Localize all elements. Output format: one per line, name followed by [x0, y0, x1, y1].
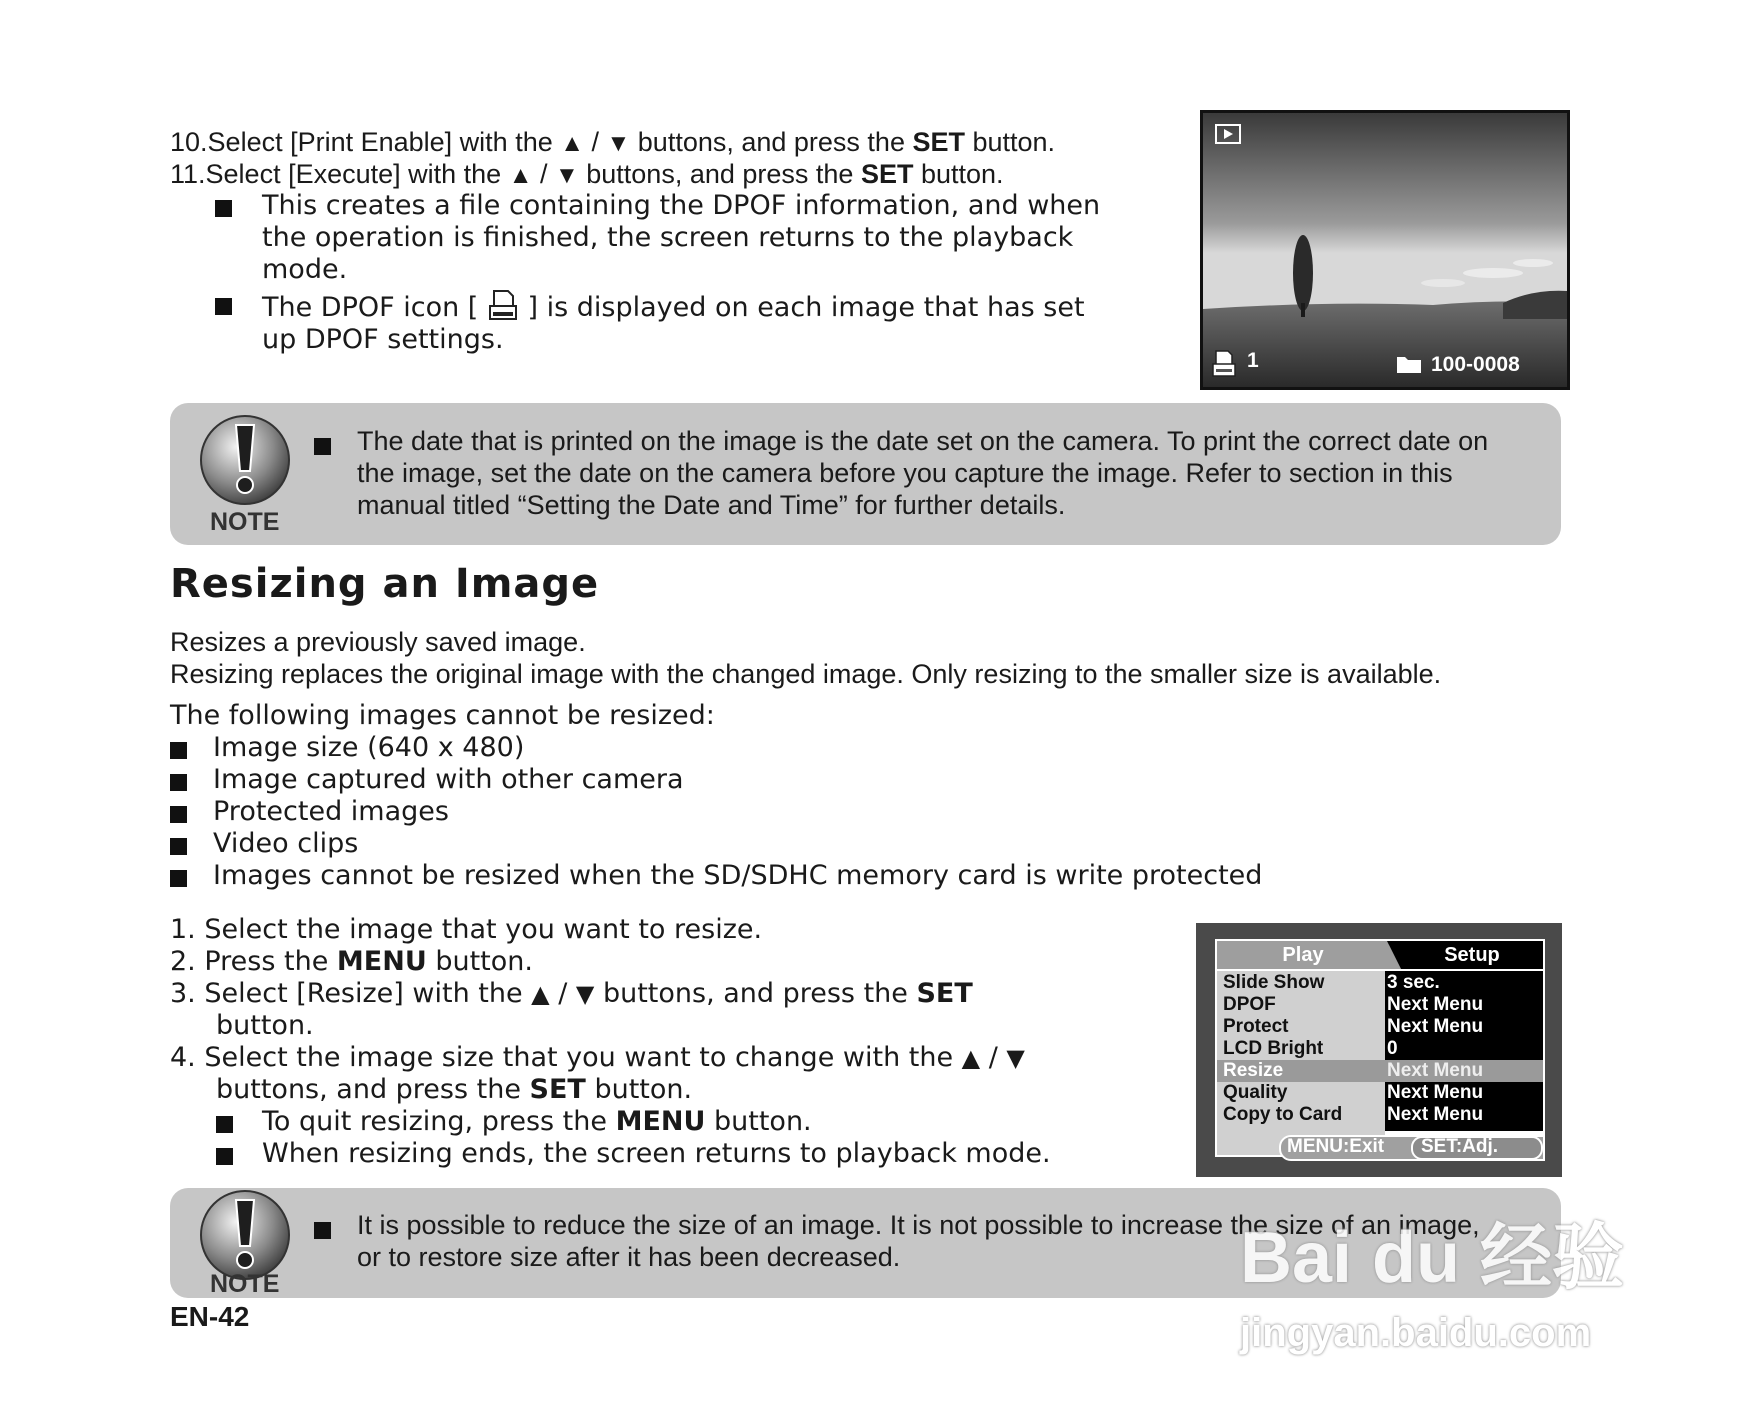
- step-4-sub-1: To quit resizing, press the MENU button.: [262, 1106, 812, 1137]
- bullet-icon: [216, 1148, 233, 1165]
- menu-item-dpof[interactable]: DPOF Next Menu: [1223, 994, 1484, 1015]
- bullet-icon: [216, 1116, 233, 1133]
- bullet-icon: [314, 1222, 331, 1239]
- tab-setup[interactable]: Setup: [1401, 941, 1543, 969]
- down-arrow-icon: ▼: [606, 130, 631, 157]
- intro-line-2: Resizing replaces the original image with the changed image. Only resizing to the smaller size is available.: [170, 659, 1442, 689]
- step-1: 1. Select the image that you want to resize.: [170, 914, 763, 945]
- menu-panel: [1215, 939, 1545, 1157]
- intro-line-1: Resizes a previously saved image.: [170, 627, 586, 657]
- bullet-icon: [314, 438, 331, 455]
- dpof-bullet-2-line-2: up DPOF settings.: [262, 324, 504, 355]
- cannot-item: Images cannot be resized when the SD/SDHC memory card is write protected: [213, 860, 1263, 891]
- bullet-icon: [170, 742, 187, 759]
- step-3: 3. Select [Resize] with the ▲ / ▼ buttons, and press the SET: [170, 978, 973, 1009]
- dpof-osd-icon: [1211, 349, 1237, 383]
- menu-item-resize-selected[interactable]: Resize Next Menu: [1217, 1060, 1543, 1082]
- page-number: EN-42: [170, 1301, 250, 1332]
- playback-preview-image: [1200, 110, 1570, 390]
- down-arrow-icon: ▼: [554, 162, 579, 189]
- file-number: 100-0008: [1431, 353, 1520, 376]
- note-label: NOTE: [210, 508, 280, 536]
- tab-play[interactable]: Play: [1217, 941, 1389, 969]
- step-4-cont: buttons, and press the SET button.: [216, 1074, 693, 1105]
- dpof-bullet-1-line-3: mode.: [262, 254, 348, 285]
- watermark-brand: Bai du 经验: [1240, 1218, 1625, 1298]
- note-1-line-1: The date that is printed on the image is the date set on the camera. To print the correct date on: [357, 426, 1489, 456]
- camera-menu-screen: [1196, 923, 1562, 1177]
- note-2-line-2: or to restore size after it has been decreased.: [357, 1242, 901, 1272]
- watermark-url: jingyan.baidu.com: [1240, 1311, 1592, 1355]
- playback-mode-icon: [1215, 124, 1241, 148]
- step-number: 10.: [170, 127, 208, 157]
- up-arrow-icon: ▲: [560, 130, 584, 157]
- step-2: 2. Press the MENU button.: [170, 946, 533, 977]
- menu-exit-hint: MENU:Exit: [1287, 1136, 1385, 1157]
- note-1-line-2: the image, set the date on the camera before you capture the image. Refer to section in this: [357, 458, 1453, 488]
- cannot-item: Protected images: [213, 796, 449, 827]
- menu-set-hint: SET:Adj.: [1421, 1136, 1499, 1157]
- step-3-cont: button.: [216, 1010, 314, 1041]
- dpof-bullet-2-line-1: The DPOF icon [ ] is displayed on each image that has set: [262, 288, 1085, 330]
- down-arrow-icon: ▼: [575, 980, 595, 1008]
- step-number: 11.: [170, 159, 206, 189]
- bullet-icon: [170, 774, 187, 791]
- bullet-icon: [170, 870, 187, 887]
- note-warning-icon: [198, 413, 292, 511]
- note-label: NOTE: [210, 1270, 280, 1298]
- menu-item-protect[interactable]: Protect Next Menu: [1223, 1016, 1484, 1037]
- bullet-icon: [215, 200, 232, 217]
- step-10: 10.Select [Print Enable] with the ▲ / ▼ buttons, and press the SET button.: [170, 127, 1056, 157]
- step-4-sub-2: When resizing ends, the screen returns to playback mode.: [262, 1138, 1051, 1169]
- menu-item-slide-show[interactable]: Slide Show 3 sec.: [1223, 972, 1440, 993]
- up-arrow-icon: ▲: [961, 1044, 981, 1072]
- up-arrow-icon: ▲: [531, 980, 550, 1008]
- step-11: 11.Select [Execute] with the ▲ / ▼ buttons, and press the SET button.: [170, 159, 1004, 189]
- cannot-item: Image size (640 x 480): [213, 732, 525, 763]
- menu-item-copy-to-card[interactable]: Copy to Card Next Menu: [1223, 1104, 1484, 1125]
- bullet-icon: [170, 838, 187, 855]
- note-2-line-1: It is possible to reduce the size of an image. It is not possible to increase the size of an image,: [357, 1210, 1480, 1240]
- menu-item-lcd-bright[interactable]: LCD Bright 0: [1223, 1038, 1398, 1059]
- dpof-count: 1: [1247, 349, 1259, 372]
- section-title: Resizing an Image: [170, 561, 600, 607]
- dpof-bullet-1-line-1: This creates a file containing the DPOF information, and when: [262, 190, 1101, 221]
- step-4: 4. Select the image size that you want to change with the ▲ / ▼: [170, 1042, 1025, 1073]
- cannot-heading: The following images cannot be resized:: [170, 700, 715, 731]
- cannot-item: Image captured with other camera: [213, 764, 684, 795]
- note-1-line-3: manual titled “Setting the Date and Time” for further details.: [357, 490, 1066, 520]
- landscape-photo: [1203, 113, 1567, 387]
- dpof-bullet-1-line-2: the operation is finished, the screen returns to the playback: [262, 222, 1074, 253]
- bullet-icon: [215, 298, 232, 315]
- down-arrow-icon: ▼: [1006, 1044, 1025, 1072]
- bullet-icon: [170, 806, 187, 823]
- card-folder-icon: [1395, 353, 1423, 379]
- cannot-item: Video clips: [213, 828, 359, 859]
- up-arrow-icon: ▲: [508, 162, 533, 189]
- menu-item-quality[interactable]: Quality Next Menu: [1223, 1082, 1484, 1103]
